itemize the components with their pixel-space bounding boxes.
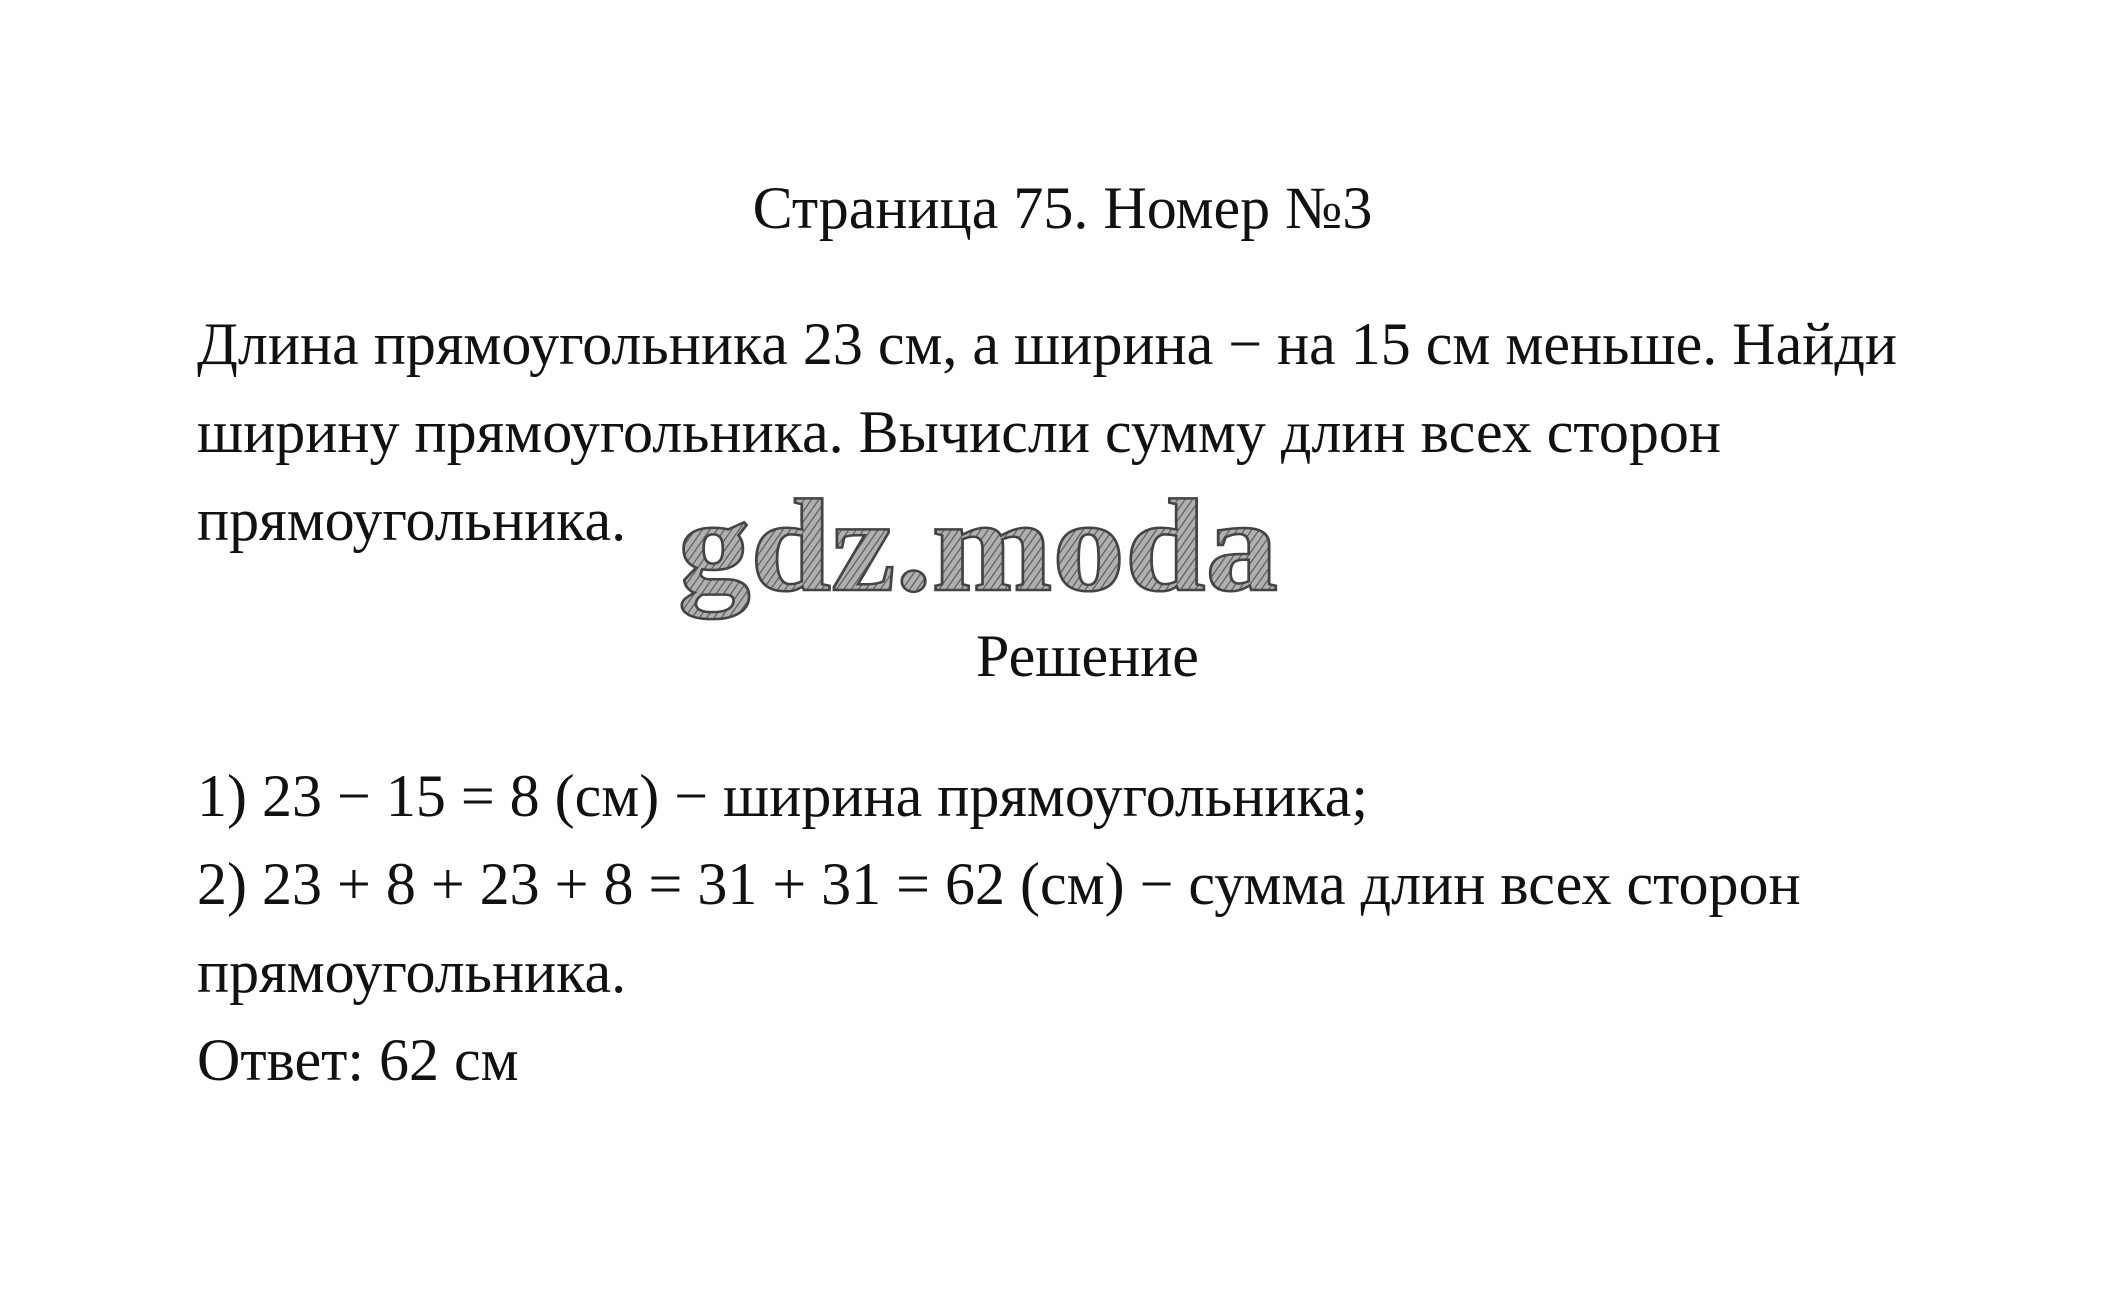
problem-line: прямоугольника. (197, 487, 627, 553)
solution-line: прямоугольника. (197, 939, 627, 1005)
watermark-text: gdz.moda (678, 478, 1278, 619)
solution-line: 2) 23 + 8 + 23 + 8 = 31 + 31 = 62 (см) − сумма длин всех сторон (197, 851, 1801, 917)
solution-steps (197, 752, 2017, 1104)
solution-heading-label: Решение (976, 623, 1199, 689)
problem-line: Длина прямоугольника 23 см, а ширина − на 15 см меньше. Найди (197, 311, 1898, 377)
solution-line: 1) 23 − 15 = 8 (см) − ширина прямоугольника; (197, 763, 1368, 829)
solution-heading (0, 620, 2125, 692)
answer-line: Ответ: 62 см (197, 1027, 519, 1093)
page-title: Страница 75. Номер №3 (752, 175, 1373, 241)
problem-line: ширину прямоугольника. Вычисли сумму длин всех сторон (197, 399, 1721, 465)
